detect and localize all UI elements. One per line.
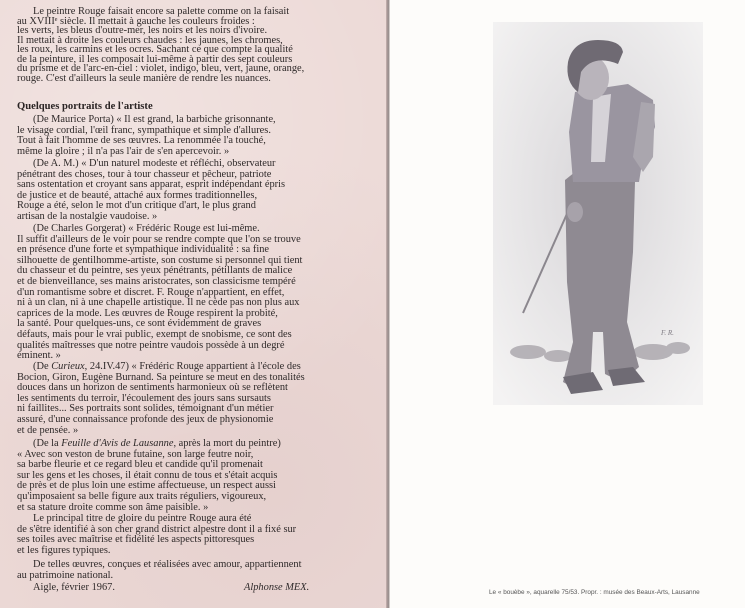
text-line: et de bienveillance, ses mains aristocrates, son classicisme tempéré <box>17 275 296 287</box>
text-line: (De Charles Gorgerat) « Frédéric Rouge est lui-même. <box>33 223 260 234</box>
text-line: de justice et de beauté, attaché aux formes traditionnelles, <box>17 189 258 201</box>
text-line <box>17 439 281 450</box>
text-line: sans ostentation et croyant sans apparat, esprit indépendant épris <box>17 179 286 191</box>
source-title: Curieux <box>51 361 85 372</box>
paragraph-telles <box>17 560 301 581</box>
text-line: sur les gens et les choses, il était connu de tous et s'était acquis <box>17 469 278 481</box>
text-line: éminent. » <box>17 350 61 362</box>
text-line: de près et de plus loin une estime affectueuse, un respect aussi <box>17 480 276 492</box>
source-prefix: (De <box>33 361 52 372</box>
text-line: les roux, les carmins et les ocres. Sachant ce que compte la qualité <box>17 44 293 55</box>
text-line: ses toiles avec maîtrise et fidélité les aspects pittoresques <box>17 534 255 546</box>
text-line: la santé. Pour quelques-uns, ce sont évidemment de graves <box>17 318 262 330</box>
text-line: au patrimoine national. <box>17 569 114 581</box>
quote-feuille <box>17 439 281 513</box>
text-line: « Avec son veston de brune futaine, son large feutre noir, <box>17 448 254 460</box>
source-title: Feuille d'Avis de Lausanne <box>61 438 174 449</box>
text-line: même la gloire ; il n'a pas l'air de s'en apercevoir. » <box>17 145 230 157</box>
section-heading: Quelques portraits de l'artiste <box>17 101 153 112</box>
text-line: douces dans un horizon de sentiments harmonieux où se reflètent <box>17 382 288 394</box>
source-prefix: (De la <box>33 438 62 449</box>
text-line: les verts, les bleus d'outre-mer, les noirs et les noirs d'ivoire. <box>17 25 268 36</box>
text-line: (De A. M.) « D'un naturel modeste et réfléchi, observateur <box>33 158 276 169</box>
text-line: Tout à fait l'homme de ses œuvres. La renommée l'a touché, <box>17 135 266 147</box>
text-line: au XVIIIᵉ siècle. Il mettait à gauche les couleurs froides : <box>17 15 255 27</box>
text-line: artisan de la nostalgie vaudoise. » <box>17 210 158 222</box>
text-line: et de pensée. » <box>17 424 79 436</box>
text-line: ni à un clan, ni à une chapelle artistique. Il ne cède pas non plus aux <box>17 297 300 309</box>
text-line: défauts, mais pour le vrai public, exempt de snobisme, ce sont des <box>17 328 292 340</box>
text-line: Bocion, Giron, Eugène Burnand. Sa peinture se meut en des tonalités <box>17 371 305 383</box>
text-line: rouge. C'est d'ailleurs la seule manière de rendre les nuances. <box>17 72 271 84</box>
text-line: d'un romantisme sobre et discret. F. Rouge n'appartient, en effet, <box>17 286 285 298</box>
text-line: De telles œuvres, conçues et réalisées avec amour, appartiennent <box>33 559 302 570</box>
text-line: caprices de la mode. Les œuvres de Rouge respirent la probité, <box>17 307 278 319</box>
painting-bouebe <box>493 22 703 405</box>
paragraph-principal <box>17 514 296 556</box>
text-line: les sentiments du terroir, l'écoulement des jours sans sursauts <box>17 392 271 404</box>
text-line: Le principal titre de gloire du peintre Rouge aura été <box>33 513 252 524</box>
quote-am <box>17 159 285 223</box>
text-line: et les figures typiques. <box>17 544 111 556</box>
text-line: silhouette de gentilhomme-artiste, son costume si personnel qui tient <box>17 254 303 266</box>
text-line: qu'imposaient sa belle figure aux traits réguliers, vigoureux, <box>17 490 267 502</box>
text-line <box>17 362 305 373</box>
place-date: Aigle, février 1967. <box>33 582 115 593</box>
source-suffix: , après la mort du peintre) <box>173 438 281 449</box>
intro-paragraph <box>17 7 304 83</box>
text-line: Il suffit d'ailleurs de le voir pour se rendre compte que l'on se trouve <box>17 233 301 245</box>
text-line: du chasseur et du peintre, ses yeux pénétrants, pétillants de malice <box>17 265 293 277</box>
text-line: pénétrant des choses, tour à tour chasseur et pêcheur, patriote <box>17 168 272 180</box>
text-line: en présence d'une forte et sympathique individualité : sa fine <box>17 244 270 256</box>
artist-signature: F. R. <box>661 329 674 337</box>
text-line: de la peinture, il les composait lui-même à partir des sept couleurs <box>17 53 293 65</box>
text-line: le visage cordial, l'œil franc, sympathique et simple d'allures. <box>17 124 271 136</box>
quote-gorgerat <box>17 224 302 362</box>
text-line: qualités maîtresses que notre peintre vaudois possède à un degré <box>17 339 285 351</box>
text-line: assuré, d'une connaissance profonde des jeux de physionomie <box>17 413 274 425</box>
text-line: Rouge a été, selon le mot d'un critique d'art, le plus grand <box>17 200 256 212</box>
quote-curieux <box>17 362 305 436</box>
text-line: sa barbe fleurie et ce regard bleu et candide qu'il promenait <box>17 459 263 471</box>
text-line: Le peintre Rouge faisait encore sa palette comme on la faisait <box>33 6 290 17</box>
text-line: et sa stature droite comme son âme paisible. » <box>17 501 209 513</box>
text-line: Il mettait à droite les couleurs chaudes : les jaunes, les chromes, <box>17 34 283 46</box>
text-line: ni faillites... Ses portraits sont solides, témoignant d'un métier <box>17 403 274 415</box>
source-suffix: , 24.IV.47) « Frédéric Rouge appartient à l'école des <box>84 361 301 372</box>
text-line: du prisme et de l'arc-en-ciel : violet, indigo, bleu, vert, jaune, orange, <box>17 63 305 74</box>
text-line: de s'être identifié à son cher grand district alpestre dont il a fixé sur <box>17 523 297 535</box>
quote-porta <box>17 115 276 157</box>
figure-caption: Le « bouèbe », aquarelle 75/53. Propr. : musée des Beaux-Arts, Lausanne <box>489 589 700 596</box>
text-line: (De Maurice Porta) « Il est grand, la barbiche grisonnante, <box>33 114 276 125</box>
author-signature: Alphonse MEX. <box>244 582 310 593</box>
